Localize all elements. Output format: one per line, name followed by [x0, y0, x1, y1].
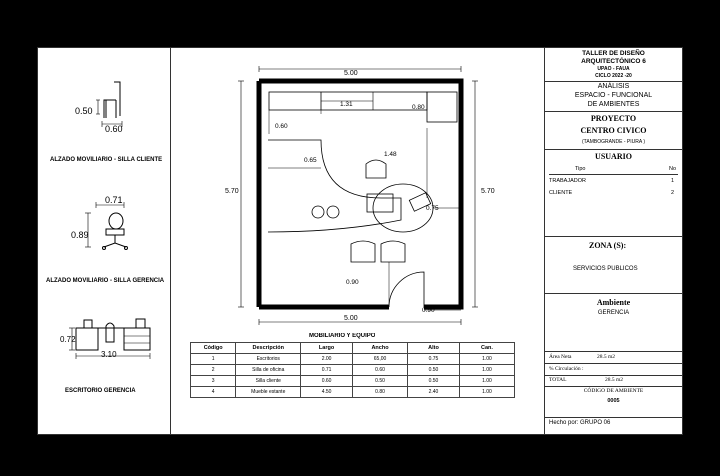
divider	[545, 375, 682, 376]
divider	[545, 363, 682, 364]
cell: 0.60	[352, 365, 407, 376]
divider	[545, 386, 682, 387]
plan-dim-bottom: 5.00	[344, 315, 358, 322]
analysis-line2: ESPACIO - FUNCIONAL	[574, 92, 653, 99]
title-block	[544, 48, 682, 434]
zone-value: SERVICIOS PUBLICOS	[573, 266, 638, 272]
col-length: Largo	[301, 343, 353, 354]
divider	[545, 81, 682, 82]
cell: 1	[191, 354, 236, 365]
plan-dim-090-v: 0.90	[346, 279, 359, 286]
cell: 2	[191, 365, 236, 376]
table-header-row	[191, 343, 515, 354]
table-row	[191, 376, 515, 387]
col-description: Descripción	[236, 343, 301, 354]
project-label: PROYECTO	[590, 114, 637, 123]
divider	[545, 236, 682, 237]
cell: 0.60	[301, 376, 353, 387]
made-by: Hecho por: GRUPO 06	[549, 420, 611, 426]
cell: 65,00	[352, 354, 407, 365]
desk-height: 0.72	[60, 335, 76, 344]
cell: 3	[191, 376, 236, 387]
divider	[545, 351, 682, 352]
user-count-2: 2	[670, 190, 674, 196]
user-col-no: No	[668, 166, 676, 172]
drawing-sheet	[37, 47, 683, 435]
cell: 4	[191, 387, 236, 398]
col-height: Alto	[408, 343, 460, 354]
cell: 1.00	[459, 365, 514, 376]
desk-caption: ESCRITORIO GERENCIA	[65, 388, 136, 394]
cell: 2.40	[408, 387, 460, 398]
cell: 1.00	[459, 387, 514, 398]
table-row	[191, 354, 515, 365]
plan-dim-shelf: 1.31	[340, 101, 353, 108]
user-type-1: TRABAJADOR	[549, 178, 586, 184]
table-row	[191, 365, 515, 376]
plan-dim-090-h: 0.90	[422, 307, 435, 314]
environment-value: GERENCIA	[597, 310, 630, 316]
divider	[545, 417, 682, 418]
furniture-table	[190, 342, 515, 398]
cell: 1.00	[459, 376, 514, 387]
total-value: 28.5 m2	[605, 377, 624, 383]
user-type-2: CLIENTE	[549, 190, 573, 196]
cell: 4.50	[301, 387, 353, 398]
plan-dim-top: 5.00	[344, 70, 358, 77]
desk-width: 3.10	[101, 350, 117, 359]
divider	[549, 174, 678, 175]
code-value: 0005	[607, 398, 620, 404]
cell: 0.50	[408, 365, 460, 376]
manager-chair-caption: ALZADO MOVILIARIO - SILLA GERENCIA	[46, 278, 165, 284]
plan-dim-080: 0.80	[412, 104, 425, 111]
cell: 0.80	[352, 387, 407, 398]
area-net-value: 28.5 m2	[597, 354, 616, 360]
manager-chair-height: 0.89	[71, 230, 89, 240]
cell: Mueble estante	[236, 387, 301, 398]
environment-label: Ambiente	[596, 298, 631, 307]
project-location: (TAMBOGRANDE - PIURA )	[582, 139, 645, 145]
divider	[545, 111, 682, 112]
cell: 0.50	[352, 376, 407, 387]
manager-chair-width: 0.71	[105, 195, 123, 205]
university: UPAO - FAUA	[597, 66, 630, 72]
course-title: TALLER DE DISEÑO	[582, 50, 645, 57]
total-label: TOTAL	[549, 377, 567, 383]
cell: Silla cliente	[236, 376, 301, 387]
client-chair-height: 0.50	[75, 106, 93, 116]
user-col-type: Tipo	[575, 166, 586, 172]
col-qty: Can.	[459, 343, 514, 354]
zone-label: ZONA (S):	[589, 241, 627, 250]
plan-dim-148: 1.48	[384, 151, 397, 158]
col-width: Ancho	[352, 343, 407, 354]
cell: 0.75	[408, 354, 460, 365]
cell: Escritorios	[236, 354, 301, 365]
divider	[545, 149, 682, 150]
table-row	[191, 387, 515, 398]
cell: 2.00	[301, 354, 353, 365]
client-chair-caption: ALZADO MOVILIARIO - SILLA CLIENTE	[50, 157, 163, 163]
user-count-1: 1	[670, 178, 674, 184]
furniture-elevations-panel	[38, 48, 171, 434]
circulation-label: % Circulación :	[549, 366, 584, 372]
plan-dim-left: 5.70	[225, 188, 239, 195]
course-subtitle: ARQUITECTÓNICO 6	[581, 58, 646, 65]
furniture-table-title: MOBILIARIO Y EQUIPO	[309, 333, 376, 339]
code-label: CÓDIGO DE AMBIENTE	[583, 388, 644, 394]
cell: 1.00	[459, 354, 514, 365]
plan-dim-065: 0.65	[304, 157, 317, 164]
cell: 0.50	[408, 376, 460, 387]
cycle: CICLO 2022 -20	[595, 73, 632, 79]
plan-dim-060: 0.60	[275, 123, 288, 130]
user-label: USUARIO	[595, 152, 632, 161]
area-net-label: Área Neta	[549, 354, 572, 360]
analysis-title: ANÁLISIS	[597, 83, 630, 90]
project-name: CENTRO CIVICO	[580, 126, 647, 135]
cell: Silla de oficina	[236, 365, 301, 376]
analysis-line3: DE AMBIENTES	[587, 101, 640, 108]
plan-dim-075: 0.75	[426, 205, 439, 212]
client-chair-width: 0.60	[105, 124, 123, 134]
client-chair-elevation	[76, 78, 136, 130]
divider	[545, 293, 682, 294]
plan-dim-right: 5.70	[481, 188, 495, 195]
col-code: Código	[191, 343, 236, 354]
cell: 0.71	[301, 365, 353, 376]
